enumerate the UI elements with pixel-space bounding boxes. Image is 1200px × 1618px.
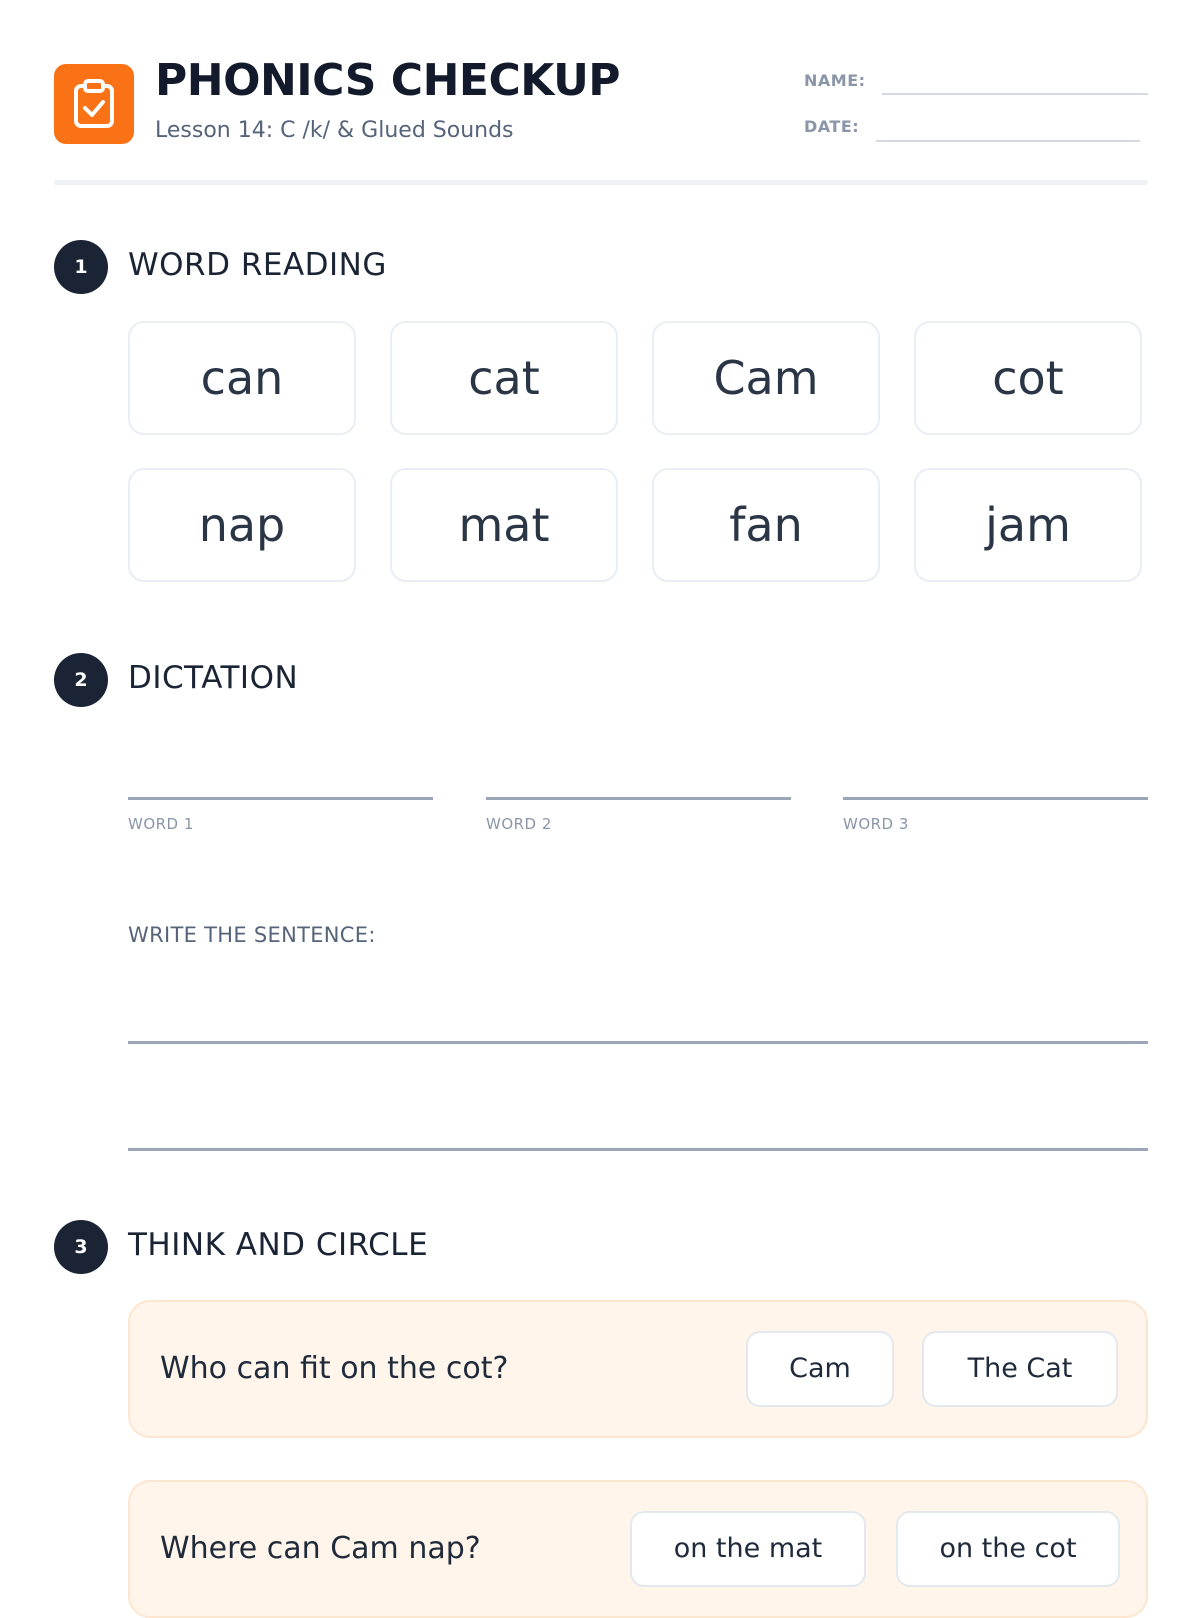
section-2-title: DICTATION <box>128 660 299 696</box>
logo-badge <box>54 64 134 144</box>
question-prompt: Where can Cam nap? <box>160 1531 481 1566</box>
worksheet-page <box>54 0 1148 1600</box>
answer-option[interactable]: on the mat <box>630 1511 866 1587</box>
word-card: Cam <box>652 321 880 435</box>
lesson-subtitle: Lesson 14: C /k/ & Glued Sounds <box>155 118 514 143</box>
name-field[interactable] <box>882 93 1148 95</box>
dictation-word-2-label: WORD 2 <box>486 815 552 833</box>
page-title: PHONICS CHECKUP <box>155 55 621 106</box>
header-divider <box>54 180 1148 185</box>
answer-option[interactable]: Cam <box>746 1331 894 1407</box>
date-label: DATE: <box>804 117 860 136</box>
word-card: nap <box>128 468 356 582</box>
word-card: jam <box>914 468 1142 582</box>
answer-option[interactable]: The Cat <box>922 1331 1118 1407</box>
question-prompt: Who can fit on the cot? <box>160 1351 509 1386</box>
dictation-word-3-line[interactable] <box>843 797 1148 800</box>
word-card: fan <box>652 468 880 582</box>
worksheet-header <box>54 55 1148 145</box>
section-2-number: 2 <box>54 653 108 707</box>
dictation-word-1-line[interactable] <box>128 797 433 800</box>
dictation-word-1-label: WORD 1 <box>128 815 194 833</box>
question-card <box>128 1480 1148 1618</box>
section-1-title: WORD READING <box>128 247 387 283</box>
dictation-word-3-label: WORD 3 <box>843 815 909 833</box>
write-sentence-label: WRITE THE SENTENCE: <box>128 923 376 947</box>
dictation-word-2-line[interactable] <box>486 797 791 800</box>
section-3-title: THINK AND CIRCLE <box>128 1227 429 1263</box>
answer-option[interactable]: on the cot <box>896 1511 1120 1587</box>
word-card: mat <box>390 468 618 582</box>
date-field[interactable] <box>876 140 1140 142</box>
section-3-number: 3 <box>54 1220 108 1274</box>
section-1-number: 1 <box>54 240 108 294</box>
clipboard-check-icon <box>72 78 116 130</box>
question-card <box>128 1300 1148 1438</box>
sentence-line-1[interactable] <box>128 1041 1148 1044</box>
name-label: NAME: <box>804 71 866 90</box>
sentence-line-2[interactable] <box>128 1148 1148 1151</box>
word-card: cot <box>914 321 1142 435</box>
word-card: cat <box>390 321 618 435</box>
word-card: can <box>128 321 356 435</box>
